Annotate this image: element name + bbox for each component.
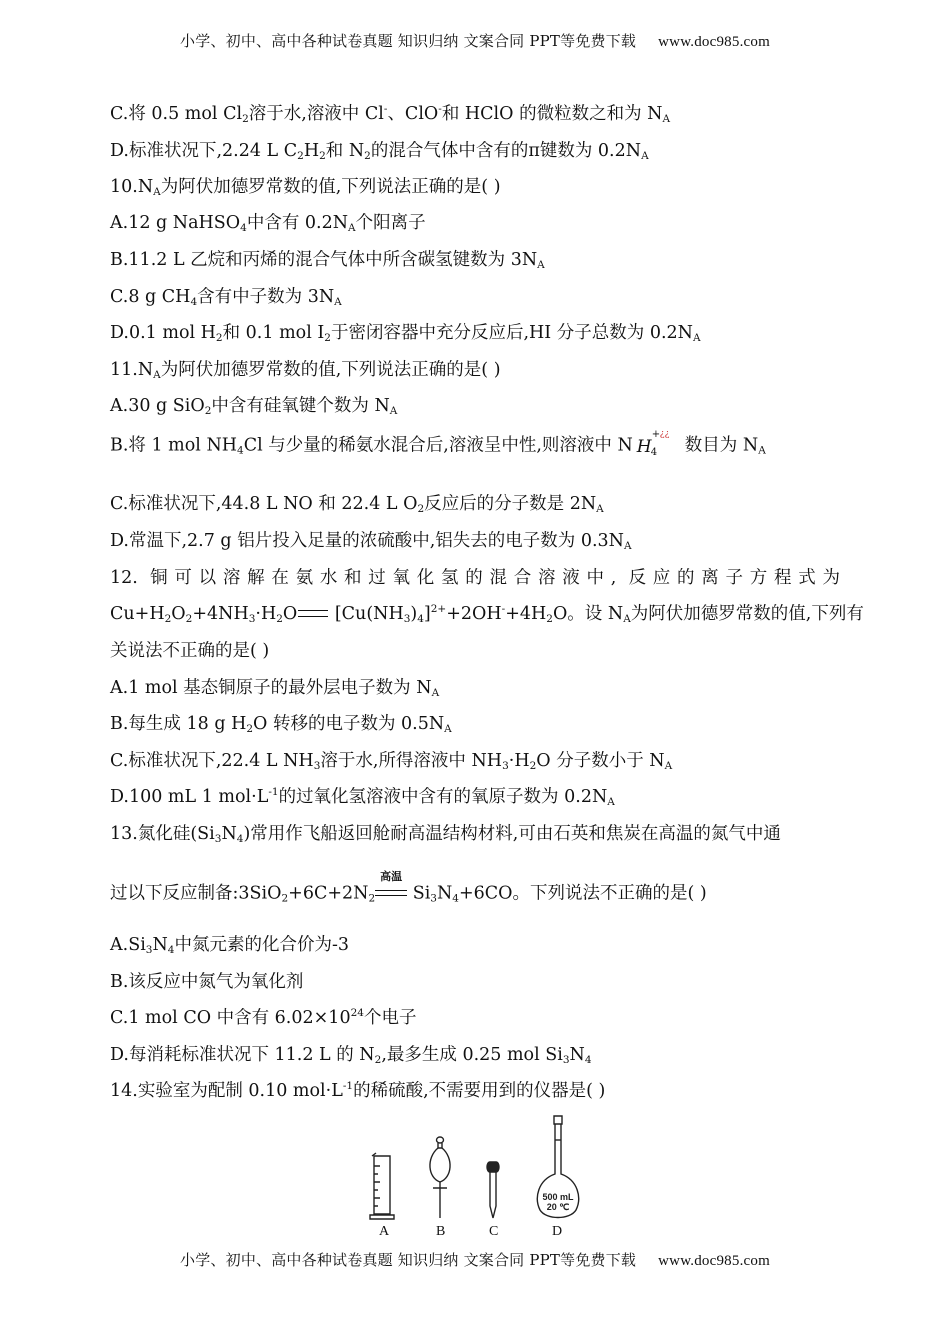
- dropper-icon: [487, 1162, 499, 1218]
- flask-volume-label: 500 mL: [542, 1192, 574, 1202]
- q12-option-b: B.每生成 18 g $H_2O$ 转移的电子数为 $0.5N_A$: [110, 714, 452, 735]
- q10-option-a: A.12 g NaHSO$_4$中含有 $0.2N_A$个阳离子: [110, 213, 426, 234]
- figure-label-c: C: [489, 1224, 499, 1239]
- q12-stem-line3: 关说法不正确的是( ): [110, 641, 270, 661]
- q13-option-c: C.1 mol CO 中含有 $6.02\times 10^{24}$个电子: [110, 1007, 417, 1028]
- graduated-cylinder-icon: [370, 1153, 394, 1219]
- q10-option-b: B.11.2 L 乙烷和丙烯的混合气体中所含碳氢键数为 $3N_A$: [110, 250, 545, 271]
- figure-label-a: A: [379, 1224, 390, 1239]
- q10-option-d: D.0.1 mol $H_2$和 0.1 mol $I_2$于密闭容器中充分反应后,HI 分子总数为 $0.2N_A$: [110, 323, 701, 344]
- q10-option-c: C.8 g $CH_4$含有中子数为 $3N_A$: [110, 287, 342, 308]
- q12-option-c: C.标准状况下,22.4 L $NH_3$溶于水,所得溶液中 $NH_3\cdot H_2O$ 分子数小于 $N_A$: [110, 751, 673, 772]
- reaction-condition-arrow: 高温: [375, 885, 407, 903]
- q12-option-a: A.1 mol 基态铜原子的最外层电子数为 $N_A$: [110, 678, 440, 699]
- footer-url[interactable]: www.doc985.com: [658, 1253, 770, 1269]
- page-footer: [0, 1249, 950, 1270]
- q13-option-b: B.该反应中氮气为氧化剂: [110, 972, 304, 992]
- flask-temp-label: 20 ℃: [546, 1202, 570, 1212]
- q13-option-d: D.每消耗标准状况下 11.2 L 的 $N_2$,最多生成 0.25 mol $Si_3N_4$: [110, 1045, 592, 1066]
- figure-label-b: B: [436, 1224, 446, 1239]
- header-text: 小学、初中、高中各种试卷真题 知识归纳 文案合同 PPT等免费下载: [180, 32, 637, 50]
- q11-option-d: D.常温下,2.7 g 铝片投入足量的浓硫酸中,铝失去的电子数为 $0.3N_A$: [110, 531, 632, 552]
- q12-option-d: D.100 mL 1 $mol\cdot L^{-1}$的过氧化氢溶液中含有的氧原子数为 $0.2N_A$: [110, 786, 615, 808]
- q12-stem-line1: 12. 铜可以溶解在氨水和过氧化氢的混合溶液中, 反应的离子方程式为: [110, 568, 840, 588]
- q11-option-b: B.将 1 mol $NH_4Cl$ 与少量的稀氨水混合后,溶液呈中性,则溶液中 N H + ¿¿ 4 数目为 $N_A$: [110, 429, 766, 458]
- lab-instruments-figure: [360, 1110, 600, 1222]
- q9-option-d: D.标准状况下,2.24 L $C_2H_2$和 $N_2$的混合气体中含有的π键数为 $0.2N_A$: [110, 141, 649, 162]
- footer-text: 小学、初中、高中各种试卷真题 知识归纳 文案合同 PPT等免费下载: [180, 1251, 637, 1269]
- q14-stem: 14.实验室为配制 0.10 $mol\cdot L^{-1}$的稀硫酸,不需要用到的仪器是( ): [110, 1080, 606, 1101]
- equals-sign: [298, 610, 328, 617]
- q13-stem-line1: 13.氮化硅$(Si_3N_4)$常用作飞船返回舱耐高温结构材料,可由石英和焦炭在高温的氮气中通: [110, 824, 781, 845]
- separatory-funnel-icon: [430, 1137, 450, 1218]
- q13-option-a: $A.Si_3N_4$中氮元素的化合价为-3: [110, 935, 350, 956]
- q11-option-c: C.标准状况下,44.8 L NO 和 22.4 L $O_2$反应后的分子数是 $2N_A$: [110, 494, 604, 515]
- figure-label-d: D: [552, 1224, 563, 1239]
- page-header: [0, 30, 950, 51]
- q10-stem: $10.N_A$为阿伏加德罗常数的值,下列说法正确的是( ): [110, 177, 501, 198]
- q9-option-c: C.将 0.5 mol $Cl_2$溶于水,溶液中 Cl-、ClO-和 HClO 的微粒数之和为 $N_A$: [110, 103, 671, 125]
- ammonium-ion-formula: H + ¿¿ 4: [636, 429, 670, 458]
- q13-stem-line2: 过以下反应制备$:3SiO_2+6C+2N_2$ 高温 $Si_3N_4+6CO$。下列说法不正确的是( ): [110, 870, 707, 905]
- q12-stem-line2: $Cu+H_2O_2+4NH_3\cdot H_2O$ $[Cu(NH_3)_4]^{2+}+2OH^-+4H_2O$。设 $N_A$为阿伏加德罗常数的值,下列有: [110, 603, 864, 625]
- header-url[interactable]: www.doc985.com: [658, 34, 770, 50]
- q11-option-a: A.30 g SiO$_2$中含有硅氧键个数为 $N_A$: [110, 396, 398, 417]
- q11-stem: $11.N_A$为阿伏加德罗常数的值,下列说法正确的是( ): [110, 360, 501, 381]
